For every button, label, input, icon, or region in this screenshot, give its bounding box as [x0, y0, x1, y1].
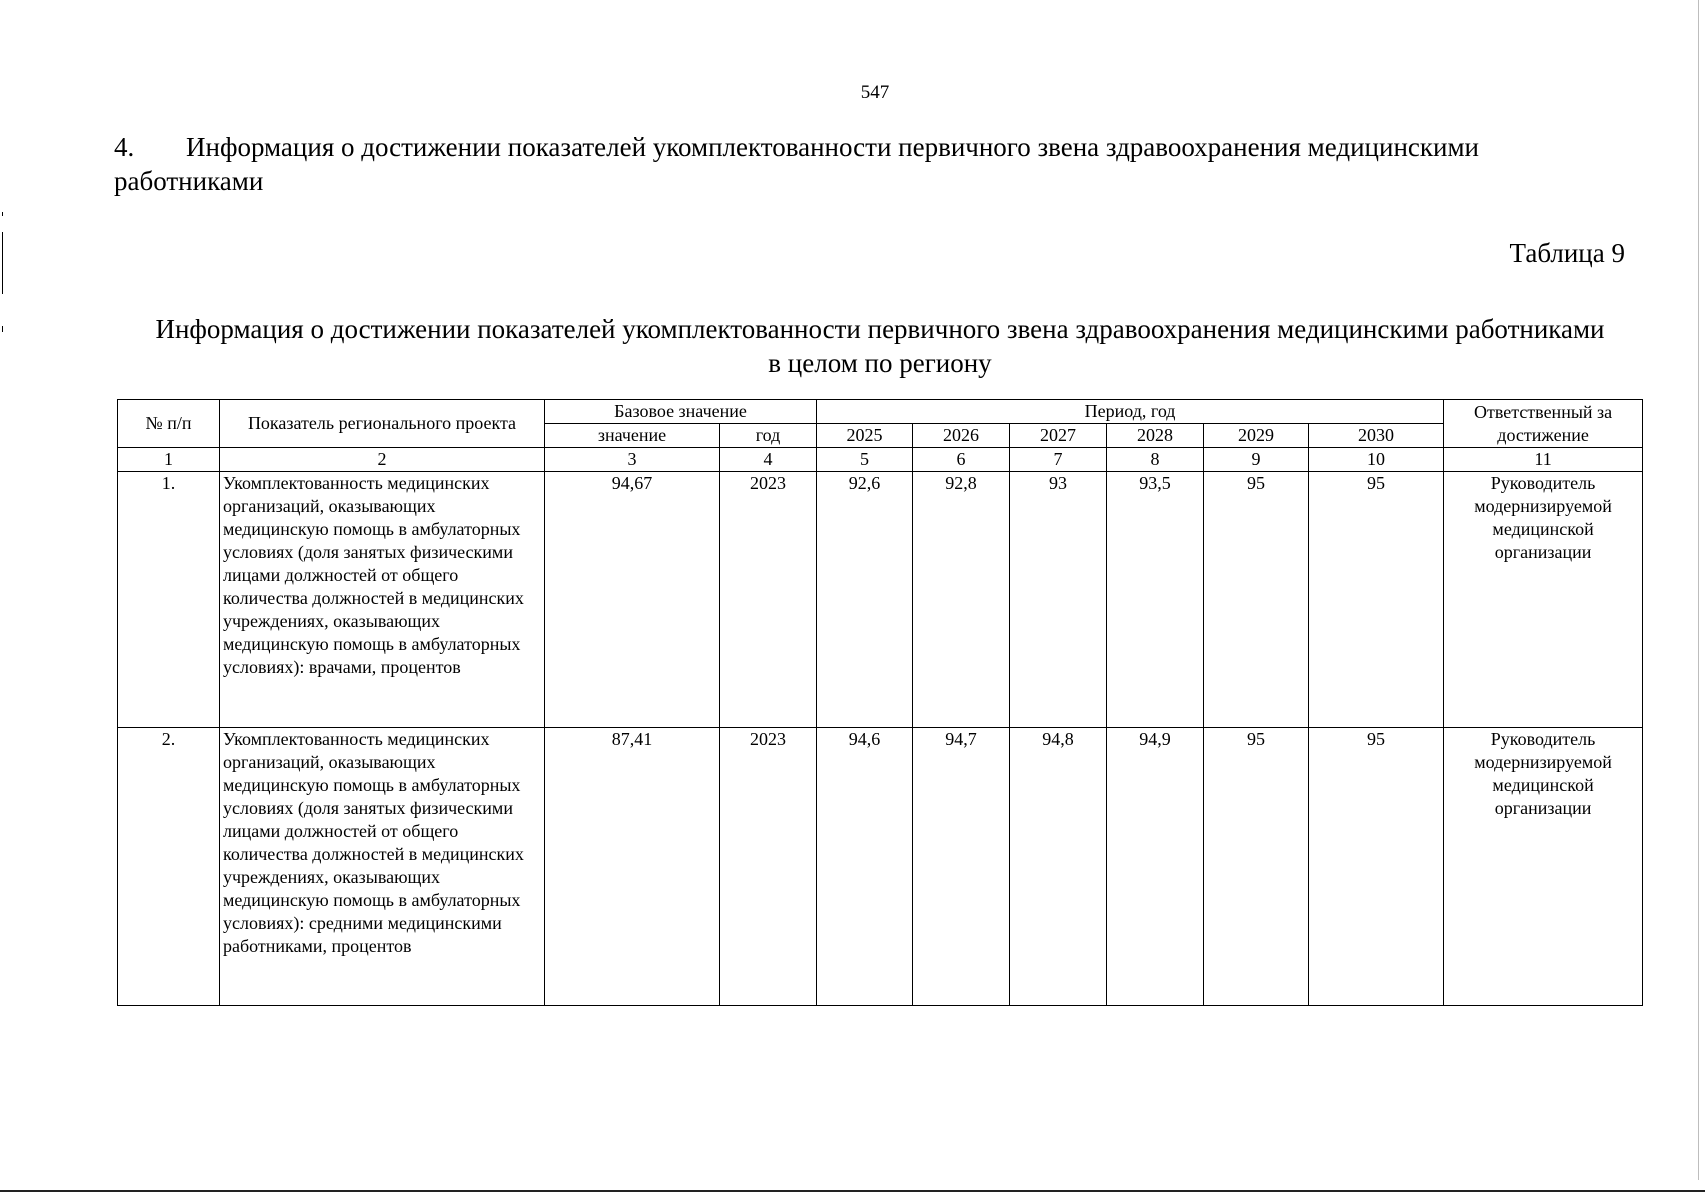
row-value-2029: 95 — [1204, 472, 1309, 728]
row-value-2027: 94,8 — [1010, 728, 1107, 1006]
header-base: Базовое значение — [545, 400, 817, 424]
row-number: 2. — [118, 728, 220, 1006]
column-number: 3 — [545, 448, 720, 472]
row-value-2029: 95 — [1204, 728, 1309, 1006]
table-title — [110, 312, 1650, 380]
row-value-2030: 95 — [1309, 472, 1444, 728]
column-number: 7 — [1010, 448, 1107, 472]
table-title-line: в целом по региону — [768, 348, 992, 378]
row-value-2030: 95 — [1309, 728, 1444, 1006]
row-value-2025: 94,6 — [817, 728, 913, 1006]
section-heading-text: Информация о достижении показателей укомплектованности первичного звена здравоохранения медицинскими работниками — [114, 132, 1479, 196]
header-year: 2030 — [1309, 424, 1444, 448]
column-number: 11 — [1444, 448, 1643, 472]
header-indicator: Показатель регионального проекта — [220, 400, 545, 448]
row-value-2028: 94,9 — [1107, 728, 1204, 1006]
header-year: 2027 — [1010, 424, 1107, 448]
row-number: 1. — [118, 472, 220, 728]
table-label: Таблица 9 — [1509, 238, 1625, 268]
column-number: 4 — [720, 448, 817, 472]
column-number: 9 — [1204, 448, 1309, 472]
row-responsible: Руководитель модернизируемой медицинской организации — [1444, 728, 1643, 1006]
row-indicator: Укомплектованность медицинских организаций, оказывающих медицинскую помощь в амбулаторных условиях (доля занятых физическими лицами должностей от общего количества должностей в медицинских учреждениях, оказывающих медицинскую помощь в амбулаторных условиях): средними медицинскими работниками, процентов — [220, 728, 545, 1006]
table-title-line: Информация о достижении показателей укомплектованности первичного звена здравоохранения медицинскими работниками — [155, 314, 1605, 344]
header-row — [118, 400, 1643, 424]
section-heading — [114, 130, 1584, 198]
header-period: Период, год — [817, 400, 1444, 424]
row-value-2028: 93,5 — [1107, 472, 1204, 728]
row-value-2025: 92,6 — [817, 472, 913, 728]
indicators-table — [117, 399, 1643, 1006]
header-number: № п/п — [118, 400, 220, 448]
section-number: 4. — [114, 132, 135, 162]
margin-mark — [2, 232, 3, 294]
column-number: 6 — [913, 448, 1010, 472]
header-year: 2026 — [913, 424, 1010, 448]
row-value-2027: 93 — [1010, 472, 1107, 728]
header-responsible: Ответственный за достижение — [1444, 400, 1643, 448]
column-number-row — [118, 448, 1643, 472]
column-number: 2 — [220, 448, 545, 472]
row-base-year: 2023 — [720, 728, 817, 1006]
header-year: 2025 — [817, 424, 913, 448]
row-base-value: 87,41 — [545, 728, 720, 1006]
margin-mark — [2, 326, 3, 332]
header-base-value: значение — [545, 424, 720, 448]
margin-mark — [2, 212, 3, 216]
column-number: 10 — [1309, 448, 1444, 472]
page-number: 547 — [860, 82, 890, 103]
header-year: 2028 — [1107, 424, 1204, 448]
column-number: 1 — [118, 448, 220, 472]
header-year: 2029 — [1204, 424, 1309, 448]
row-base-value: 94,67 — [545, 472, 720, 728]
scan-bottom-line — [0, 1190, 1705, 1192]
table-row — [118, 728, 1643, 1006]
scan-edge — [1698, 0, 1699, 1180]
table-row — [118, 472, 1643, 728]
row-value-2026: 94,7 — [913, 728, 1010, 1006]
column-number: 5 — [817, 448, 913, 472]
row-indicator: Укомплектованность медицинских организаций, оказывающих медицинскую помощь в амбулаторных условиях (доля занятых физическими лицами должностей от общего количества должностей в медицинских учреждениях, оказывающих медицинскую помощь в амбулаторных условиях): врачами, процентов — [220, 472, 545, 728]
column-number: 8 — [1107, 448, 1204, 472]
header-base-year: год — [720, 424, 817, 448]
row-value-2026: 92,8 — [913, 472, 1010, 728]
row-responsible: Руководитель модернизируемой медицинской организации — [1444, 472, 1643, 728]
row-base-year: 2023 — [720, 472, 817, 728]
